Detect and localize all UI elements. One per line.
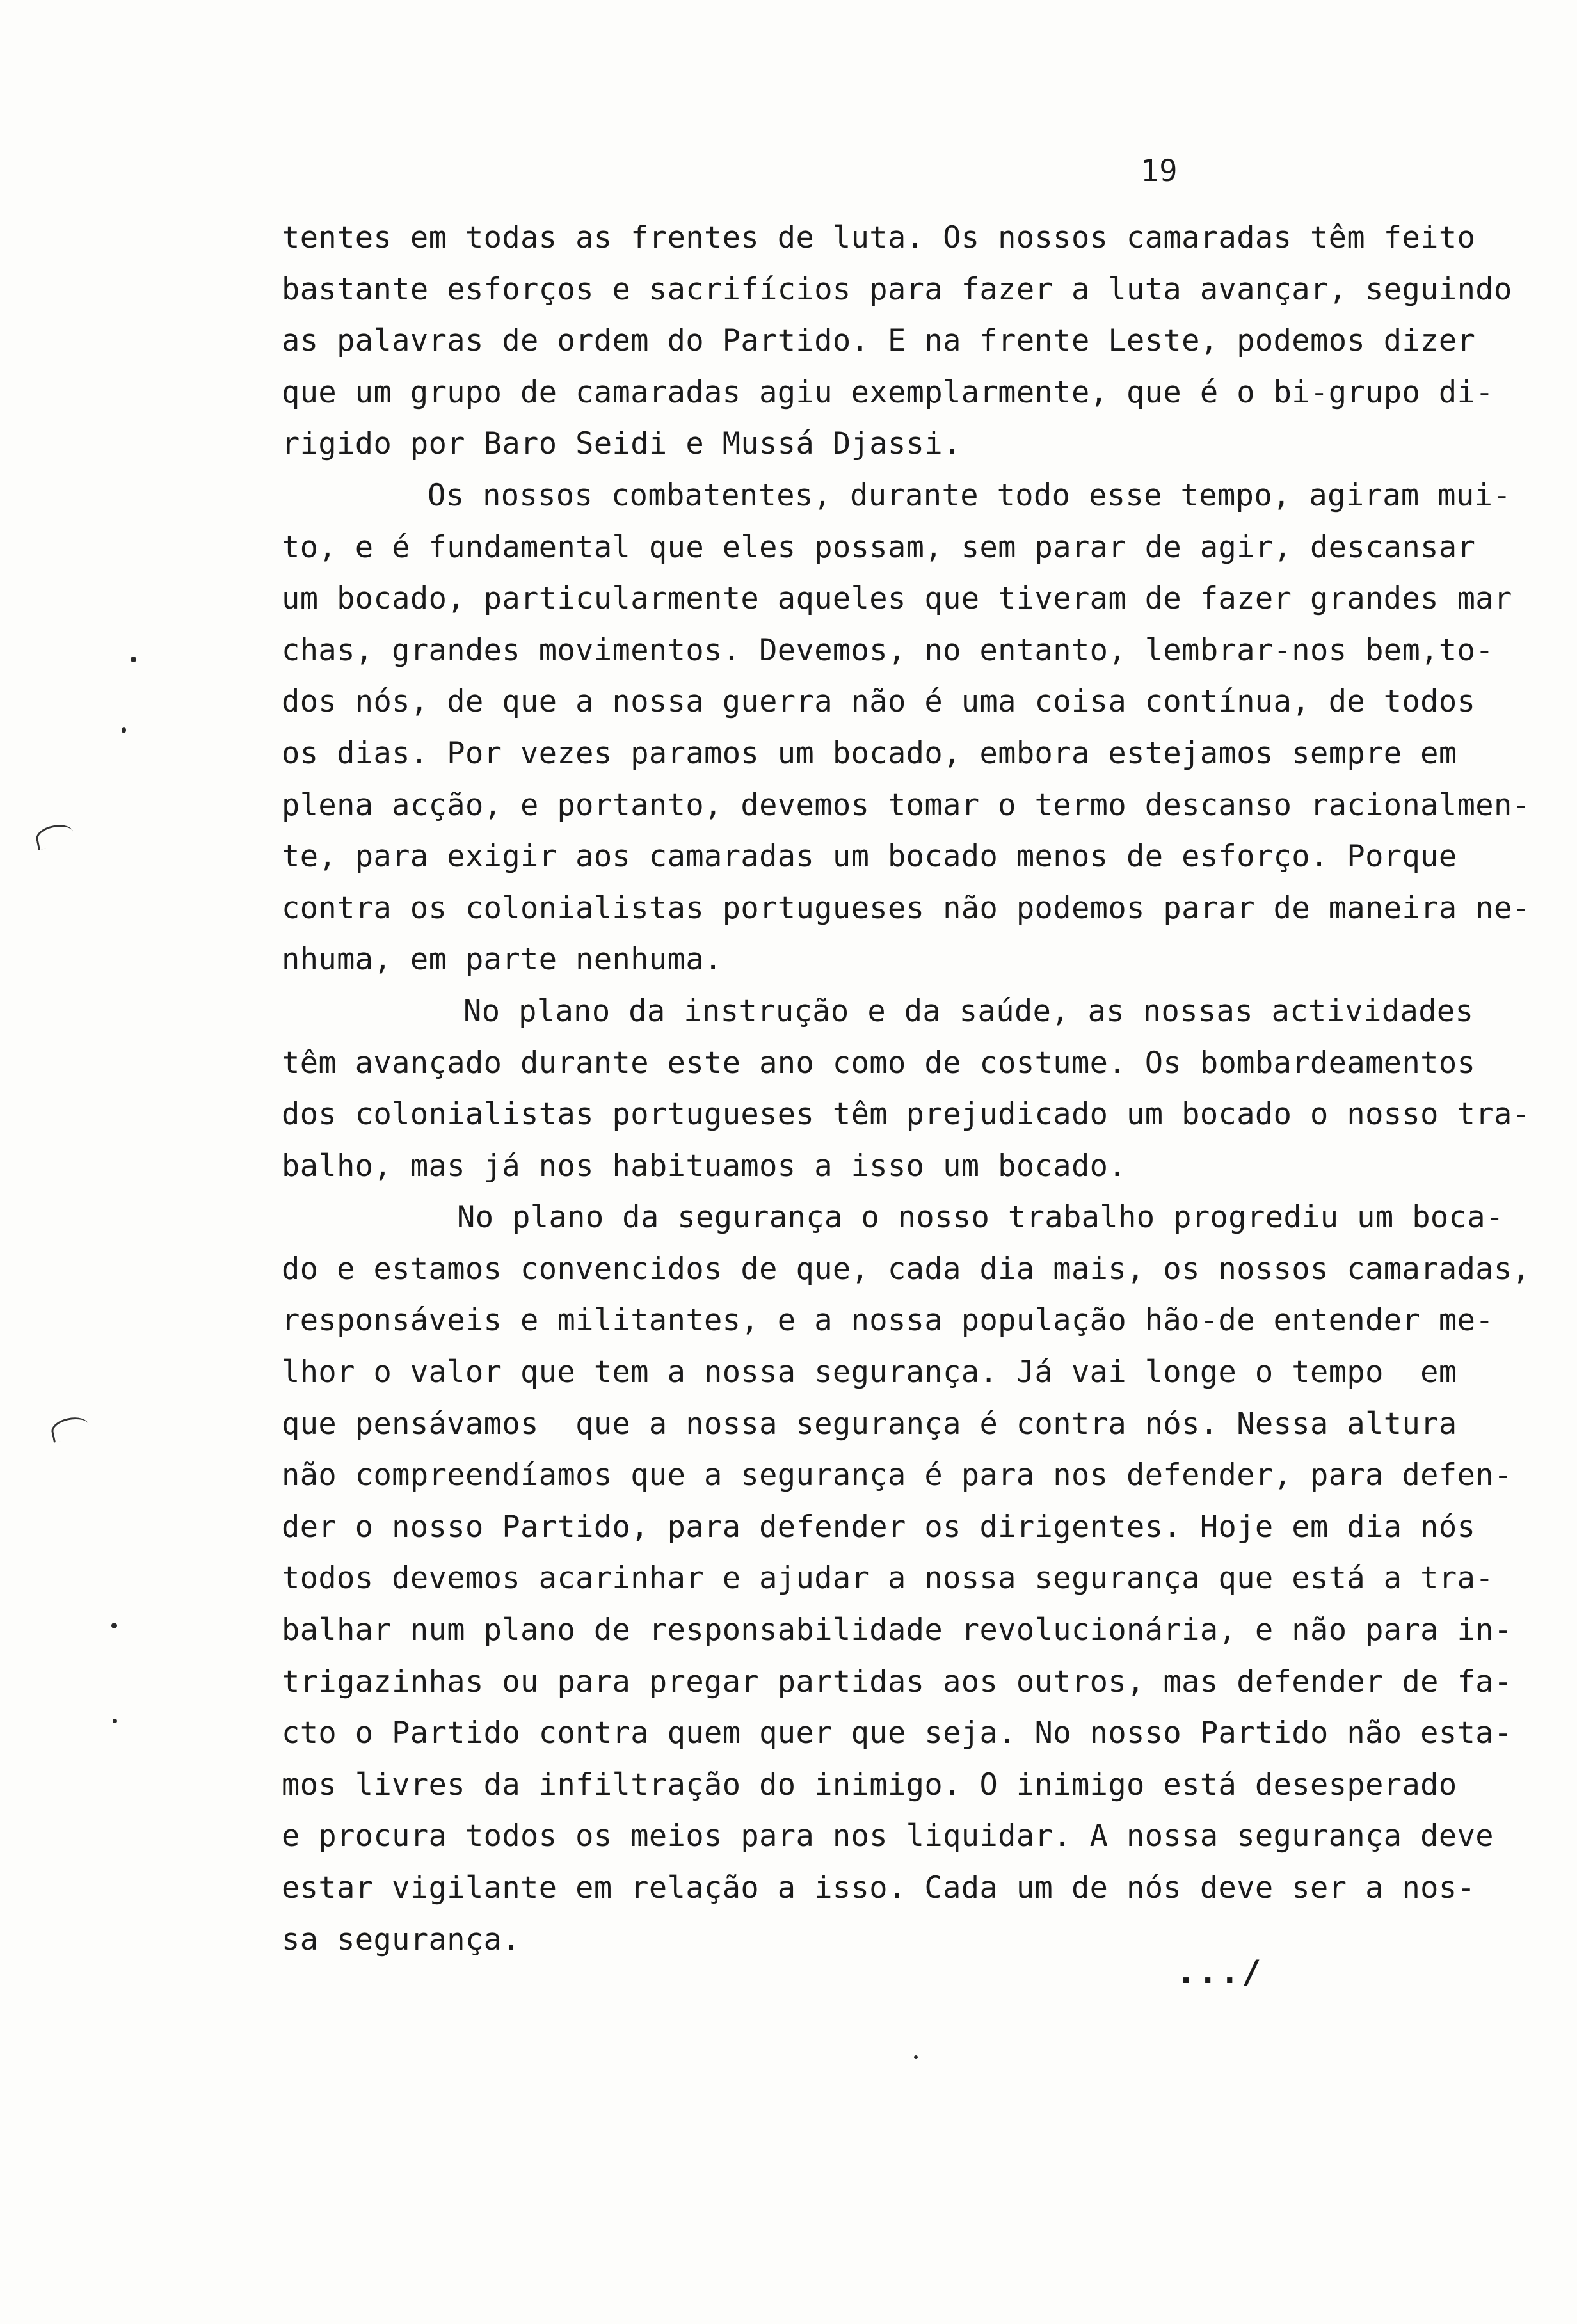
- text-line: rigido por Baro Seidi e Mussá Djassi.: [282, 426, 961, 462]
- text-line: que pensávamos que a nossa segurança é contra nós. Nessa altura: [282, 1406, 1457, 1442]
- text-line: trigazinhas ou para pregar partidas aos outros, mas defender de fa-: [282, 1664, 1512, 1699]
- text-line: der o nosso Partido, para defender os dirigentes. Hoje em dia nós: [282, 1509, 1476, 1545]
- text-line: dos nós, de que a nossa guerra não é uma coisa contínua, de todos: [282, 684, 1476, 720]
- paragraph-start-line: No plano da instrução e da saúde, as nossas actividades: [463, 993, 1474, 1029]
- text-line: sa segurança.: [282, 1922, 521, 1957]
- text-line: responsáveis e militantes, e a nossa população hão-de entender me-: [282, 1303, 1494, 1339]
- scan-speck: [914, 2055, 918, 2059]
- text-line: balho, mas já nos habituamos a isso um bocado.: [282, 1148, 1127, 1184]
- text-line: cto o Partido contra quem quer que seja. No nosso Partido não esta-: [282, 1715, 1512, 1751]
- text-line: do e estamos convencidos de que, cada dia mais, os nossos camaradas,: [282, 1251, 1531, 1287]
- text-line: lhor o valor que tem a nossa segurança. Já vai longe o tempo em: [282, 1355, 1457, 1390]
- text-line: te, para exigir aos camaradas um bocado menos de esforço. Porque: [282, 839, 1457, 875]
- continuation-mark: .../: [1176, 1954, 1264, 1991]
- text-line: tentes em todas as frentes de luta. Os nossos camaradas têm feito: [282, 220, 1476, 255]
- text-line: todos devemos acarinhar e ajudar a nossa segurança que está a tra-: [282, 1561, 1494, 1596]
- scan-fold-mark: [34, 822, 76, 850]
- text-line: estar vigilante em relação a isso. Cada um de nós deve ser a nos-: [282, 1870, 1476, 1906]
- text-line: to, e é fundamental que eles possam, sem parar de agir, descansar: [282, 529, 1476, 565]
- text-line: balhar num plano de responsabilidade revolucionária, e não para in-: [282, 1612, 1512, 1648]
- text-line: que um grupo de camaradas agiu exemplarmente, que é o bi-grupo di-: [282, 374, 1494, 410]
- scan-speck: [122, 727, 126, 733]
- scan-speck: [131, 657, 136, 662]
- text-line: os dias. Por vezes paramos um bocado, embora estejamos sempre em: [282, 735, 1457, 771]
- text-line: e procura todos os meios para nos liquidar. A nossa segurança deve: [282, 1819, 1494, 1854]
- body-text: [282, 212, 1549, 1966]
- paragraph-start-line: No plano da segurança o nosso trabalho progrediu um boca-: [457, 1200, 1504, 1236]
- scan-speck: [111, 1623, 117, 1628]
- text-line: as palavras de ordem do Partido. E na frente Leste, podemos dizer: [282, 323, 1476, 359]
- text-line: mos livres da infiltração do inimigo. O inimigo está desesperado: [282, 1767, 1457, 1803]
- text-line: nhuma, em parte nenhuma.: [282, 942, 723, 978]
- scan-speck: [113, 1719, 117, 1723]
- text-line: contra os colonialistas portugueses não podemos parar de maneira ne-: [282, 890, 1531, 926]
- text-line: um bocado, particularmente aqueles que tiveram de fazer grandes mar: [282, 581, 1512, 617]
- text-line: plena acção, e portanto, devemos tomar o termo descanso racionalmen-: [282, 787, 1531, 823]
- text-line: não compreendíamos que a segurança é para nos defender, para defen-: [282, 1458, 1512, 1493]
- text-line: chas, grandes movimentos. Devemos, no entanto, lembrar-nos bem,to-: [282, 632, 1494, 668]
- text-line: bastante esforços e sacrifícios para fazer a luta avançar, seguindo: [282, 271, 1512, 307]
- scan-fold-mark: [49, 1414, 91, 1443]
- paragraph-start-line: Os nossos combatentes, durante todo esse tempo, agiram mui-: [428, 477, 1512, 513]
- page-number: 19: [1141, 154, 1178, 189]
- text-line: têm avançado durante este ano como de costume. Os bombardeamentos: [282, 1045, 1476, 1081]
- text-line: dos colonialistas portugueses têm prejudicado um bocado o nosso tra-: [282, 1097, 1531, 1133]
